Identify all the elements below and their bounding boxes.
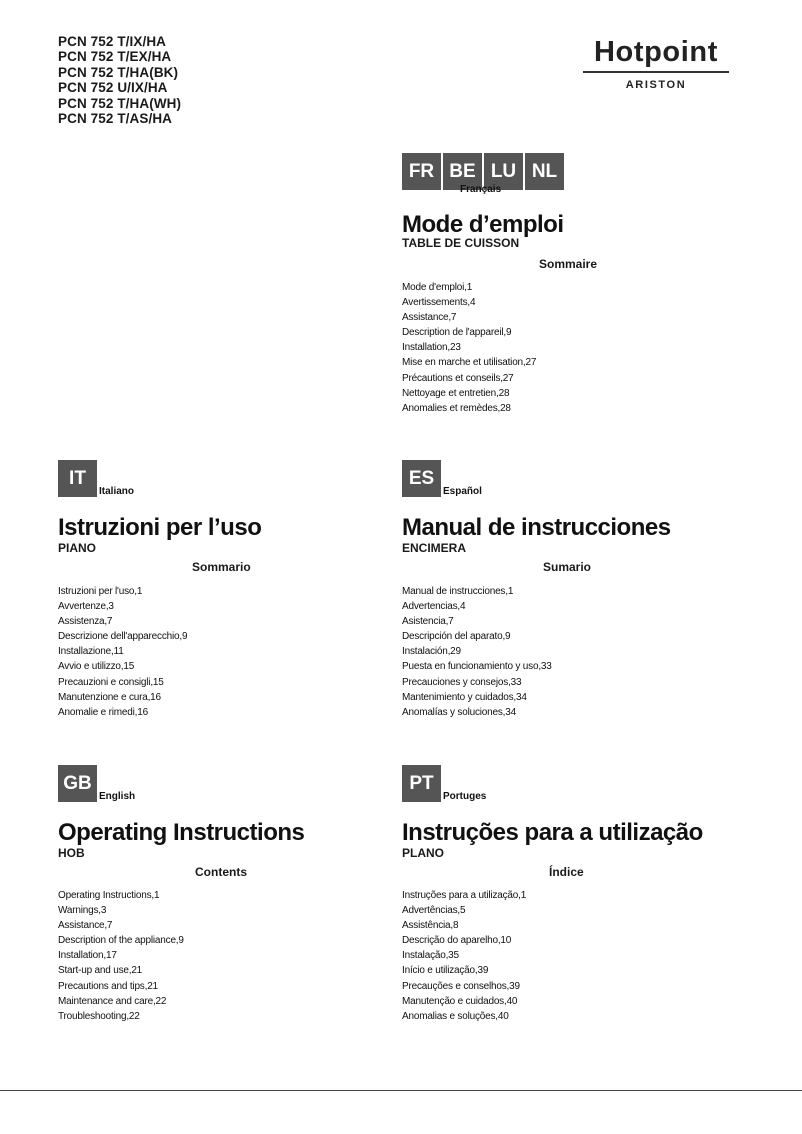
flag-be: BE xyxy=(443,153,482,190)
toc-item: Avertissements,4 xyxy=(402,297,476,309)
toc-item: Anomalies et remèdes,28 xyxy=(402,402,511,414)
toc-item: Mode d'emploi,1 xyxy=(402,282,473,293)
toc-item: Anomalie e rimedi,16 xyxy=(58,706,148,718)
toc-item: Descripción del aparato,9 xyxy=(402,631,511,643)
toc-item: Avvertenze,3 xyxy=(58,601,114,613)
language-name: English xyxy=(99,791,136,802)
model-number: PCN 752 T/IX/HA xyxy=(58,34,167,49)
model-number: PCN 752 T/HA(WH) xyxy=(58,95,182,111)
toc-item: Precautions and tips,21 xyxy=(58,980,158,992)
toc-item: Description of the appliance,9 xyxy=(58,935,184,947)
toc-item: Asistencia,7 xyxy=(402,616,454,628)
language-flags xyxy=(58,765,398,809)
toc-item: Puesta en funcionamiento y uso,33 xyxy=(402,661,552,673)
language-flags xyxy=(402,460,742,504)
model-number: PCN 752 T/AS/HA xyxy=(58,111,173,127)
toc-item: Maintenance and care,22 xyxy=(58,995,167,1007)
table-of-contents xyxy=(402,584,552,720)
toc-item: Précautions et conseils,27 xyxy=(402,372,514,384)
toc-item: Descrição do aparelho,10 xyxy=(402,935,512,947)
language-name: Français xyxy=(460,184,502,195)
section-title: Operating Instructions xyxy=(58,819,305,846)
toc-item: Manual de instrucciones,1 xyxy=(402,586,514,597)
toc-item: Precauções e conselhos,39 xyxy=(402,980,520,992)
section-title: Mode d’emploi xyxy=(402,211,564,238)
toc-item: Descrizione dell'apparecchio,9 xyxy=(58,631,188,643)
brand-name: Hotpoint xyxy=(594,36,718,68)
table-of-contents xyxy=(402,280,536,416)
section-subtitle: TABLE DE CUISSON xyxy=(402,236,520,250)
section-italian xyxy=(58,460,398,718)
toc-item: Installation,17 xyxy=(58,950,117,962)
flag-fr: FR xyxy=(402,153,441,190)
language-flags xyxy=(402,765,742,809)
toc-item: Troubleshooting,22 xyxy=(58,1010,140,1022)
section-portuguese xyxy=(402,765,742,1022)
model-list xyxy=(58,34,181,126)
logo-divider xyxy=(583,71,729,73)
toc-heading: Sommario xyxy=(192,560,251,574)
toc-item: Installazione,11 xyxy=(58,646,124,658)
toc-item: Precauzioni e consigli,15 xyxy=(58,676,164,688)
language-flags xyxy=(58,460,398,504)
toc-heading: Contents xyxy=(195,865,247,879)
table-of-contents xyxy=(58,584,187,720)
toc-item: Operating Instructions,1 xyxy=(58,890,160,901)
table-of-contents xyxy=(402,888,526,1024)
language-name: Italiano xyxy=(99,486,135,497)
toc-item: Mantenimiento y cuidados,34 xyxy=(402,691,527,703)
model-number: PCN 752 U/IX/HA xyxy=(58,80,168,96)
flag-lu: LU xyxy=(484,153,523,190)
model-number: PCN 752 T/HA(BK) xyxy=(58,64,179,80)
section-title: Istruzioni per l’uso xyxy=(58,514,262,541)
toc-item: Instalação,35 xyxy=(402,950,459,962)
language-name: Español xyxy=(443,486,482,497)
flag-gb: GB xyxy=(58,765,97,802)
flag-it: IT xyxy=(58,460,97,497)
toc-heading: Sumario xyxy=(543,560,592,574)
toc-item: Assistência,8 xyxy=(402,920,459,932)
model-number: PCN 752 T/EX/HA xyxy=(58,49,172,65)
section-subtitle: HOB xyxy=(58,846,85,860)
section-subtitle: ENCIMERA xyxy=(402,541,467,555)
toc-item: Mise en marche et utilisation,27 xyxy=(402,357,537,369)
toc-item: Assistance,7 xyxy=(402,312,457,324)
toc-item: Anomalias e soluções,40 xyxy=(402,1010,509,1022)
section-subtitle: PLANO xyxy=(402,846,444,860)
toc-item: Avvio e utilizzo,15 xyxy=(58,661,135,673)
toc-heading: Sommaire xyxy=(539,257,598,271)
brand-logo xyxy=(581,36,731,91)
flag-es: ES xyxy=(402,460,441,497)
section-english xyxy=(58,765,398,1022)
toc-item: Instruções para a utilização,1 xyxy=(402,890,527,901)
language-name: Portuges xyxy=(443,791,487,802)
section-french xyxy=(402,153,742,414)
toc-item: Assistenza,7 xyxy=(58,616,113,628)
footer-divider xyxy=(0,1090,802,1091)
flag-pt: PT xyxy=(402,765,441,802)
section-spanish xyxy=(402,460,742,718)
toc-item: Início e utilização,39 xyxy=(402,965,489,977)
brand-subname: ARISTON xyxy=(625,79,687,91)
section-title: Instruções para a utilização xyxy=(402,819,703,846)
toc-item: Advertencias,4 xyxy=(402,601,466,613)
language-flags xyxy=(402,153,742,197)
toc-item: Description de l'appareil,9 xyxy=(402,327,512,339)
section-title: Manual de instrucciones xyxy=(402,514,671,541)
toc-item: Nettoyage et entretien,28 xyxy=(402,387,510,399)
toc-item: Installation,23 xyxy=(402,342,461,354)
table-of-contents xyxy=(58,888,184,1024)
section-subtitle: PIANO xyxy=(58,541,97,555)
toc-heading: Índice xyxy=(549,865,584,879)
toc-item: Manutenção e cuidados,40 xyxy=(402,995,518,1007)
toc-item: Instalación,29 xyxy=(402,646,461,658)
toc-item: Assistance,7 xyxy=(58,920,113,932)
toc-item: Manutenzione e cura,16 xyxy=(58,691,161,703)
toc-item: Start-up and use,21 xyxy=(58,965,143,977)
toc-item: Istruzioni per l'uso,1 xyxy=(58,586,143,597)
toc-item: Warnings,3 xyxy=(58,905,107,917)
flag-nl: NL xyxy=(525,153,564,190)
toc-item: Advertências,5 xyxy=(402,905,466,917)
toc-item: Precauciones y consejos,33 xyxy=(402,676,522,688)
toc-item: Anomalías y soluciones,34 xyxy=(402,706,516,718)
